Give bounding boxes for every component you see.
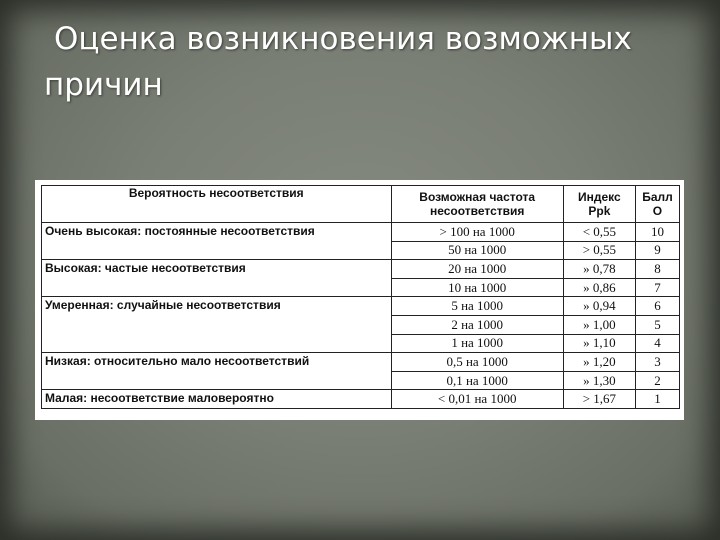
score-cell: 2 bbox=[635, 371, 679, 390]
score-cell: 3 bbox=[635, 353, 679, 372]
index-cell: < 0,55 bbox=[563, 223, 635, 242]
probability-label: Низкая: относительно мало несоответствий bbox=[42, 353, 392, 390]
frequency-cell: 2 на 1000 bbox=[391, 315, 563, 334]
frequency-cell: 10 на 1000 bbox=[391, 278, 563, 297]
frequency-cell: 50 на 1000 bbox=[391, 241, 563, 260]
frequency-cell: 20 на 1000 bbox=[391, 260, 563, 279]
frequency-cell: 0,5 на 1000 bbox=[391, 353, 563, 372]
frequency-cell: < 0,01 на 1000 bbox=[391, 390, 563, 409]
frequency-cell: 0,1 на 1000 bbox=[391, 371, 563, 390]
probability-label: Умеренная: случайные несоответствия bbox=[42, 297, 392, 353]
header-index: Индекс Ppk bbox=[563, 186, 635, 223]
table-row bbox=[42, 390, 680, 409]
frequency-cell: > 100 на 1000 bbox=[391, 223, 563, 242]
score-cell: 1 bbox=[635, 390, 679, 409]
table-header-row bbox=[42, 186, 680, 223]
probability-label: Высокая: частые несоответствия bbox=[42, 260, 392, 297]
index-cell: > 1,67 bbox=[563, 390, 635, 409]
occurrence-table bbox=[41, 185, 680, 409]
table-row bbox=[42, 353, 680, 372]
index-cell: » 0,78 bbox=[563, 260, 635, 279]
score-cell: 5 bbox=[635, 315, 679, 334]
score-cell: 8 bbox=[635, 260, 679, 279]
header-score: Балл О bbox=[635, 186, 679, 223]
index-cell: » 1,30 bbox=[563, 371, 635, 390]
index-cell: » 1,10 bbox=[563, 334, 635, 353]
frequency-cell: 5 на 1000 bbox=[391, 297, 563, 316]
index-cell: » 0,94 bbox=[563, 297, 635, 316]
table-row bbox=[42, 223, 680, 242]
score-cell: 4 bbox=[635, 334, 679, 353]
index-cell: » 0,86 bbox=[563, 278, 635, 297]
table-row bbox=[42, 297, 680, 316]
index-cell: > 0,55 bbox=[563, 241, 635, 260]
frequency-cell: 1 на 1000 bbox=[391, 334, 563, 353]
probability-label: Малая: несоответствие маловероятно bbox=[42, 390, 392, 409]
index-cell: » 1,00 bbox=[563, 315, 635, 334]
table-row bbox=[42, 260, 680, 279]
index-cell: » 1,20 bbox=[563, 353, 635, 372]
slide-title-line-1: Оценка возникновения возможных bbox=[54, 21, 632, 57]
occurrence-table-container bbox=[35, 180, 684, 420]
slide-title bbox=[44, 16, 684, 108]
score-cell: 9 bbox=[635, 241, 679, 260]
score-cell: 7 bbox=[635, 278, 679, 297]
probability-label: Очень высокая: постоянные несоответствия bbox=[42, 223, 392, 260]
score-cell: 10 bbox=[635, 223, 679, 242]
slide-title-line-2: причин bbox=[44, 67, 163, 103]
table-body bbox=[42, 223, 680, 409]
score-cell: 6 bbox=[635, 297, 679, 316]
header-probability: Вероятность несоответствия bbox=[42, 186, 392, 223]
header-frequency: Возможная частота несоответствия bbox=[391, 186, 563, 223]
